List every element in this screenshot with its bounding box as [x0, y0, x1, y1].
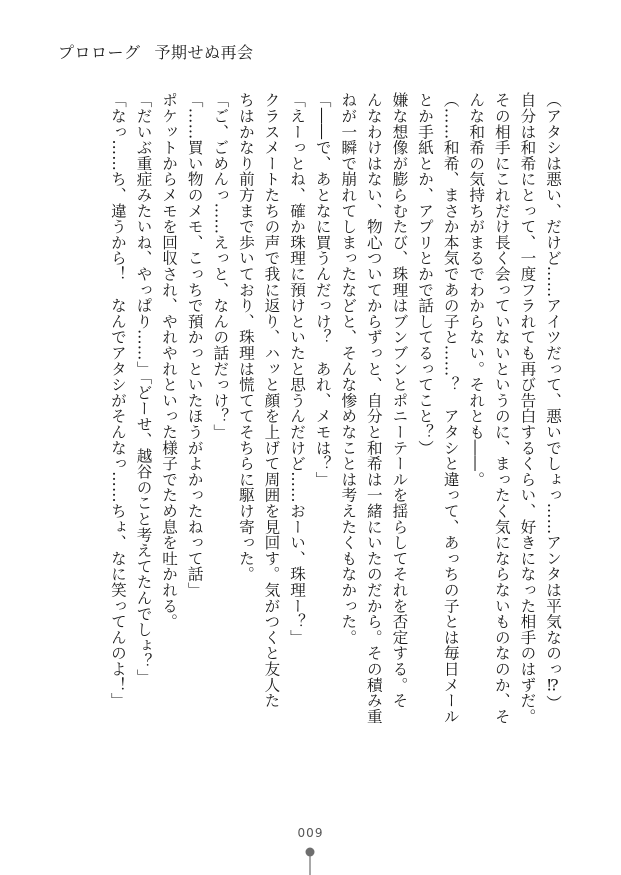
vertical-text-body [104, 92, 565, 792]
text-line: 「――で、あとなに買うんだっけ？ あれ、メモは？」 [313, 92, 332, 487]
text-line: 「えーっとね、確か珠理に預けといたと思うんだけど……おーい、珠理ー？」 [288, 92, 307, 645]
text-line: ねが一瞬で崩れてしまったなどと、そんな惨めなことは考えたくもなかった。 [339, 92, 358, 645]
text-line: 「なっ……ち、違うから！ なんでアタシがそんなっ……ちょ、なに笑ってんのよ！」 [108, 92, 127, 709]
chapter-title [58, 40, 254, 63]
text-line: 「……買い物のメモ、こっちで預かっといたほうがよかったねって話」 [185, 92, 204, 598]
text-line: ポケットからメモを回収され、やれやれといった様子でため息を吐かれる。 [160, 92, 179, 630]
text-line: んな和希の気持ちがまるでわからない。それとも――。 [467, 92, 486, 487]
text-line: 「だいぶ重症みたいね、やっぱり……」「どーせ、越谷のこと考えてたんでしょ？」 [134, 92, 153, 685]
text-line: んなわけはない、物心ついてからずっと、自分と和希は一緒にいたのだから。その積み重 [364, 92, 383, 724]
text-line: 自分は和希にとって、一度フラれても再び告白するくらい、好きになった相手のはずだ。 [518, 92, 537, 724]
chapter-label: プロローグ [58, 43, 141, 62]
text-line: その相手にこれだけ長く会っていないというのに、まったく気にならないものなのか、そ [492, 92, 511, 724]
text-line: 「ご、ごめんっ……えっと、なんの話だっけ？」 [211, 92, 230, 440]
text-line: 嫌な想像が膨らむたび、珠理はブンブンとポニーテールを揺らしてそれを否定する。そ [390, 92, 409, 709]
page-marker-ornament [303, 845, 317, 875]
text-line: （アタシは悪い、だけど……アイツだって、悪いでしょっ……アンタは平気なのっ⁉） [544, 92, 562, 711]
page-number: 009 [297, 826, 324, 840]
text-line: （……和希、まさか本気であの子と……？ アタシと違って、あっちの子とは毎日メール [441, 92, 460, 724]
text-line: ちはかなり前方まで歩いており、珠理は慌ててそちらに駆け寄った。 [236, 92, 255, 582]
text-line: とか手紙とか、アプリとかで話してるってこと？） [416, 92, 435, 456]
text-line: クラスメートたちの声で我に返り、ハッと顔を上げて周囲を見回す。気がつくと友人た [262, 92, 281, 709]
ornament-dot [306, 848, 315, 857]
chapter-subtitle: 予期せぬ再会 [154, 43, 254, 62]
